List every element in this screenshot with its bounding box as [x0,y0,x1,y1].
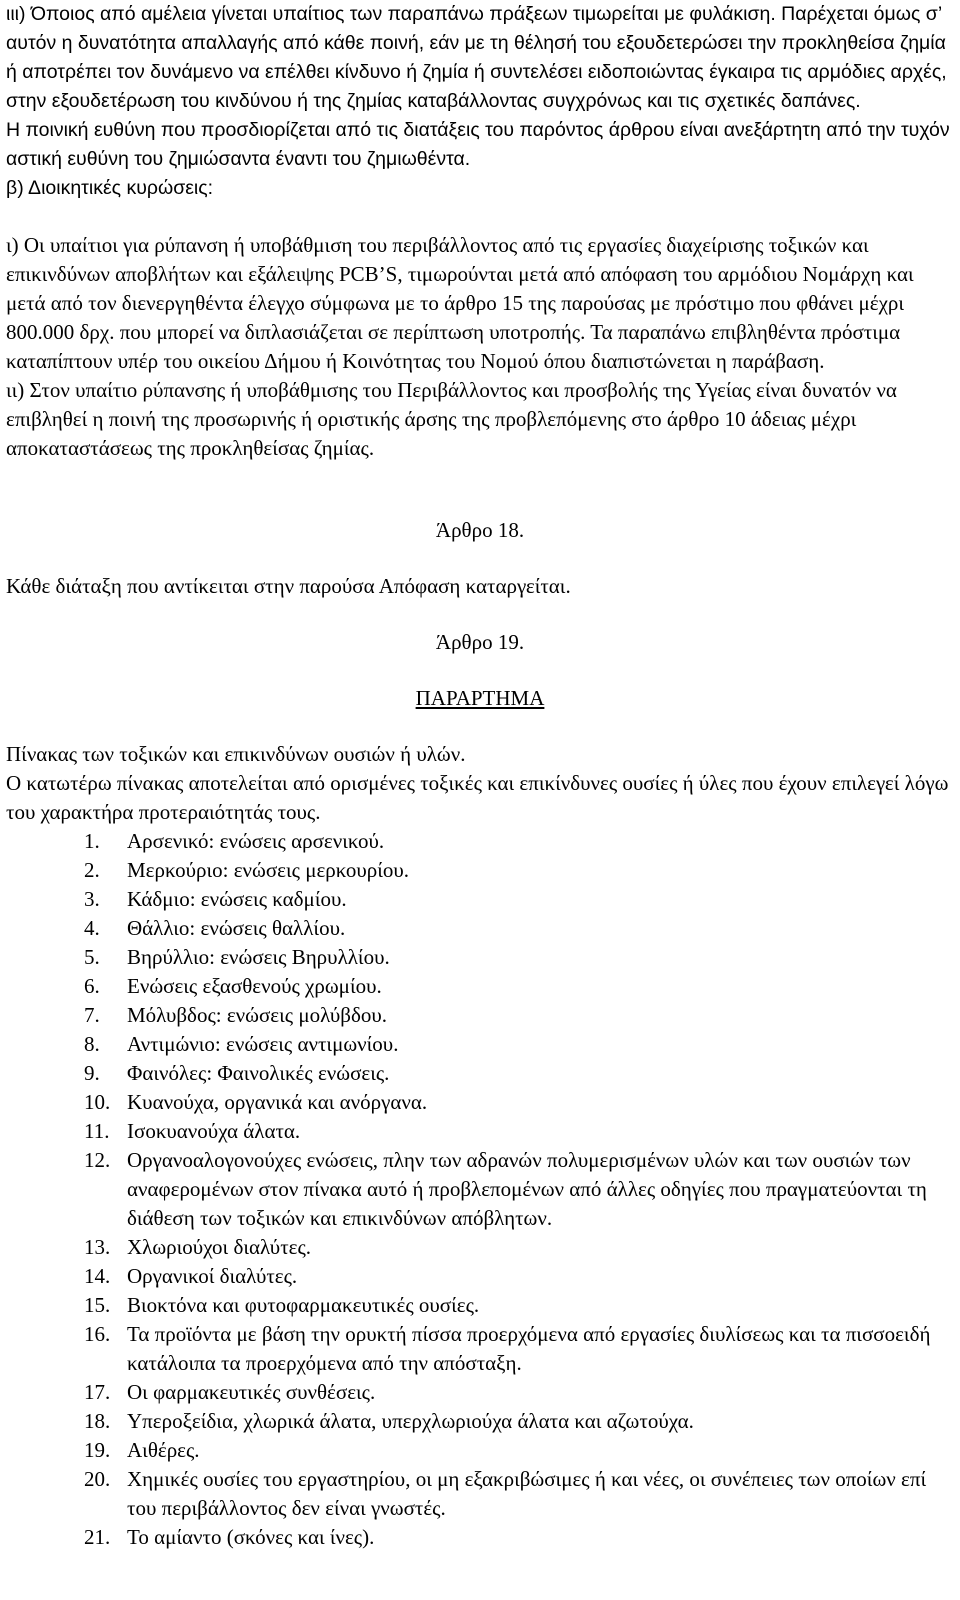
list-item [0,914,960,943]
list-item-text: Αιθέρες. [127,1438,200,1462]
list-item-text: Οι φαρμακευτικές συνθέσεις. [127,1380,376,1404]
list-item [0,827,960,856]
list-item-text: Χημικές ουσίες του εργαστηρίου, οι μη εξακριβώσιμες ή και νέες, οι συνέπειες των οποίων επί του περιβάλλοντος δεν είναι γνωστές. [127,1467,927,1520]
list-item-text: Κάδμιο: ενώσεις καδμίου. [127,887,347,911]
list-item-number: 9. [84,1061,100,1085]
list-item-number: 19. [84,1438,111,1462]
list-item-text: Φαινόλες: Φαινολικές ενώσεις. [127,1061,390,1085]
list-item-text: Αντιμώνιο: ενώσεις αντιμωνίου. [127,1032,399,1056]
penal-sanctions-section [6,0,952,203]
list-item-number: 12. [84,1148,111,1172]
annex-intro-title: Πίνακας των τοξικών και επικινδύνων ουσιών ή υλών. [6,742,466,766]
list-item-text: Αρσενικό: ενώσεις αρσενικού. [127,829,385,853]
list-item-number: 16. [84,1322,111,1346]
list-item-number: 18. [84,1409,111,1433]
list-item-text: Το αμίαντο (σκόνες και ίνες). [127,1525,375,1549]
list-item-text: Θάλλιο: ενώσεις θαλλίου. [127,916,346,940]
list-item [0,1436,960,1465]
annex-intro-text: Ο κατωτέρω πίνακας αποτελείται από ορισμένες τοξικές και επικίνδυνες ουσίες ή ύλες που έχουν επιλεγεί λόγω του χαρακτήρα προτεραιότητάς τους. [6,771,949,824]
list-item-number: 21. [84,1525,111,1549]
list-item-number: 1. [84,829,100,853]
article-18-text: Κάθε διάταξη που αντίκειται στην παρούσα Απόφαση καταργείται. [6,574,571,598]
list-item-number: 15. [84,1293,111,1317]
list-item [0,1233,960,1262]
list-item [0,1465,960,1523]
list-item-number: 3. [84,887,100,911]
list-item [0,1001,960,1030]
list-item-text: Χλωριούχοι διαλύτες. [127,1235,312,1259]
list-item [0,1117,960,1146]
list-item [0,972,960,1001]
list-item [0,1320,960,1378]
list-item [0,1030,960,1059]
list-item-number: 8. [84,1032,100,1056]
list-item-text: Μερκούριο: ενώσεις μερκουρίου. [127,858,410,882]
list-item-number: 17. [84,1380,111,1404]
list-item-text: Υπεροξείδια, χλωρικά άλατα, υπερχλωριούχα άλατα και αζωτούχα. [127,1409,694,1433]
list-item [0,885,960,914]
list-item [0,1088,960,1117]
list-item-number: 4. [84,916,100,940]
list-item [0,943,960,972]
penal-liability-paragraph: Η ποινική ευθύνη που προσδιορίζεται από τις διατάξεις του παρόντος άρθρου είναι ανεξάρτητη από την τυχόν αστική ευθύνη του ζημιώσαντα έναντι του ζημιωθέντα. [6,119,950,170]
license-revocation-paragraph: ιι) Στον υπαίτιο ρύπανσης ή υποβάθμισης του Περιβάλλοντος και προσβολής της Υγείας είναι δυνατόν να επιβληθεί η ποινή της προσωρινής ή οριστικής άρσης της προβλεπόμενης στο άρθρο 10 άδειας μέχρι αποκαταστάσεως της προκληθείσας ζημίας. [6,378,897,460]
list-item [0,1523,960,1552]
list-item-number: 20. [84,1467,111,1491]
list-item-text: Βηρύλλιο: ενώσεις Βηρυλλίου. [127,945,390,969]
administrative-sanctions-section [6,231,952,463]
list-item [0,1059,960,1088]
list-item-number: 11. [84,1119,110,1143]
list-item-text: Ενώσεις εξασθενούς χρωμίου. [127,974,382,998]
list-item-text: Ισοκυανούχα άλατα. [127,1119,301,1143]
list-item [0,1262,960,1291]
article-19-heading: Άρθρο 19. [435,630,525,654]
list-item-text: Οργανικοί διαλύτες. [127,1264,298,1288]
list-item [0,1407,960,1436]
list-item-number: 10. [84,1090,111,1114]
fines-paragraph: ι) Οι υπαίτιοι για ρύπανση ή υποβάθμιση του περιβάλλοντος από τις εργασίες διαχείρισης τοξικών και επικινδύνων αποβλήτων και εξάλειψης PCB’S, τιμωρούνται μετά από απόφαση του αρμόδιου Νομάρχη και μετά από τον διενεργηθέντα έλεγχο σύμφωνα με το άρθρο 15 της παρούσας με πρόστιμο που φθάνει μέχρι 800.000 δρχ. που μπορεί να διπλασιάζεται σε περίπτωση υποτροπής. Τα παραπάνω επιβληθέντα πρόστιμα καταπίπτουν υπέρ του οικείου Δήμου ή Κοινότητας του Νομού όπου διαπιστώνεται η παράβαση. [6,233,914,373]
list-item-number: 2. [84,858,100,882]
list-item [0,1291,960,1320]
negligence-paragraph: ιιι) Όποιος από αμέλεια γίνεται υπαίτιος των παραπάνω πράξεων τιμωρείται με φυλάκιση. Παρέχεται όμως σ’ αυτόν η δυνατότητα απαλλαγής από κάθε ποινή, εάν με τη θέλησή του εξουδετερώσει την προκληθείσα ζημία ή αποτρέπει τον δυνάμενο να επέλθει κίνδυνο ή ζημία ή συντελέσει ειδοποιώντας έγκαιρα τις αρμόδιες αρχές, στην εξουδετέρωση του κινδύνου ή της ζημίας καταβάλλοντας συγχρόνως και τις σχετικές δαπάνες. [6,3,947,112]
list-item-text: Οργανοαλογονούχες ενώσεις, πλην των αδρανών πολυμερισμένων υλών και των ουσιών των αναφερομένων στον πίνακα αυτό ή προβλεπομένων από άλλες οδηγίες που πραγματεύονται τη διάθεση των τοξικών και επικινδύνων απόβλητων. [127,1148,927,1230]
list-item [0,856,960,885]
list-item-text: Βιοκτόνα και φυτοφαρμακευτικές ουσίες. [127,1293,480,1317]
administrative-sanctions-heading: β) Διοικητικές κυρώσεις: [6,177,214,199]
list-item [0,1378,960,1407]
list-item-text: Μόλυβδος: ενώσεις μολύβδου. [127,1003,388,1027]
list-item-number: 14. [84,1264,111,1288]
substances-list [0,827,960,1552]
list-item-number: 5. [84,945,100,969]
list-item-number: 7. [84,1003,100,1027]
list-item-number: 13. [84,1235,111,1259]
list-item [0,1146,960,1233]
annex-title: ΠΑΡΑΡΤΗΜΑ [415,686,545,710]
list-item-text: Τα προϊόντα με βάση την ορυκτή πίσσα προερχόμενα από εργασίες διυλίσεως και τα πισσοειδή κατάλοιπα τα προερχόμενα από την απόσταξη. [127,1322,931,1375]
annex-intro [6,740,952,827]
list-item-number: 6. [84,974,100,998]
article-18-heading: Άρθρο 18. [435,518,525,542]
list-item-text: Κυανούχα, οργανικά και ανόργανα. [127,1090,428,1114]
